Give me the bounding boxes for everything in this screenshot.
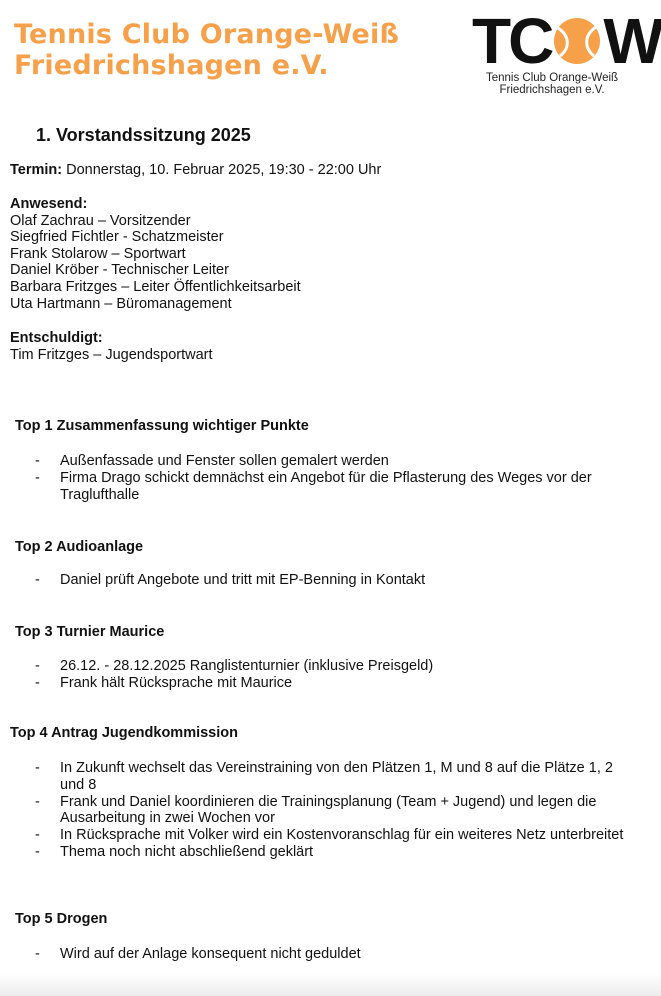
logo-subtitle bbox=[470, 72, 634, 96]
attendee: Frank Stolarow – Sportwart bbox=[10, 245, 186, 262]
list-item: - Außenfassade und Fenster sollen gemalert werden bbox=[35, 453, 389, 469]
attendee: Olaf Zachrau – Vorsitzender bbox=[10, 212, 191, 229]
logo-letters bbox=[472, 5, 661, 77]
termin-label: Termin: bbox=[10, 162, 63, 178]
top-3-heading: Top 3 Turnier Maurice bbox=[15, 624, 165, 640]
list-item: - Frank hält Rücksprache mit Maurice bbox=[35, 674, 293, 691]
list-item: - Firma Drago schickt demnächst ein Angebot für die Pflasterung des Weges vor der Traglufthalle bbox=[35, 469, 592, 503]
page-bottom-edge bbox=[0, 974, 661, 996]
club-name-header bbox=[14, 19, 399, 81]
list-item: - In Rücksprache mit Volker wird ein Kostenvoranschlag für ein weiteres Netz unterbreitet bbox=[35, 827, 624, 844]
top-5-list bbox=[35, 946, 635, 963]
list-item: - Daniel prüft Angebote und tritt mit EP-Benning in Kontakt bbox=[35, 572, 426, 588]
list-item: - Frank und Daniel koordinieren die Trainingsplanung (Team + Jugend) und legen die Ausarbeitung in zwei Wochen vor bbox=[35, 793, 597, 827]
termin-line bbox=[10, 162, 381, 179]
top-5-heading: Top 5 Drogen bbox=[15, 911, 108, 927]
list-item: - Thema noch nicht abschließend geklärt bbox=[35, 843, 314, 860]
tennis-ball-icon bbox=[552, 14, 602, 68]
excused-person: Tim Fritzges – Jugendsportwart bbox=[10, 346, 213, 363]
logo-letters-left: TC bbox=[472, 5, 552, 77]
top-3-list bbox=[35, 658, 635, 692]
list-item: - 26.12. - 28.12.2025 Ranglistenturnier (inklusive Preisgeld) bbox=[35, 658, 434, 674]
club-name-line-2: Friedrichshagen e.V. bbox=[14, 50, 329, 81]
list-item: - In Zukunft wechselt das Vereinstraining von den Plätzen 1, M und 8 auf die Plätze 1, 2 und 8 bbox=[35, 760, 613, 793]
attendees-label: Anwesend: bbox=[10, 196, 88, 212]
logo-letters-right: W bbox=[603, 5, 661, 77]
excused-section bbox=[10, 330, 213, 363]
logo-subtitle-line-1: Tennis Club Orange-Weiß bbox=[485, 72, 619, 84]
club-logo bbox=[470, 5, 661, 100]
top-4-list bbox=[35, 760, 635, 861]
termin-value: Donnerstag, 10. Februar 2025, 19:30 - 22:00 Uhr bbox=[62, 162, 382, 178]
attendee: Barbara Fritzges – Leiter Öffentlichkeitsarbeit bbox=[10, 278, 301, 295]
top-4-heading: Top 4 Antrag Jugendkommission bbox=[10, 725, 238, 741]
attendee: Daniel Kröber - Technischer Leiter bbox=[10, 262, 229, 279]
attendees-section bbox=[10, 196, 301, 312]
top-2-list bbox=[35, 572, 635, 589]
top-1-list bbox=[35, 453, 635, 503]
list-item: - Wird auf der Anlage konsequent nicht geduldet bbox=[35, 946, 361, 962]
logo-subtitle-line-2: Friedrichshagen e.V. bbox=[499, 84, 605, 96]
document-title: 1. Vorstandssitzung 2025 bbox=[36, 125, 251, 145]
top-1-heading: Top 1 Zusammenfassung wichtiger Punkte bbox=[15, 418, 309, 434]
excused-label: Entschuldigt: bbox=[10, 330, 103, 346]
club-name-line-1: Tennis Club Orange-Weiß bbox=[14, 19, 400, 50]
top-2-heading: Top 2 Audioanlage bbox=[15, 539, 144, 555]
attendee: Uta Hartmann – Büromanagement bbox=[10, 295, 232, 312]
attendee: Siegfried Fichtler - Schatzmeister bbox=[10, 229, 224, 246]
